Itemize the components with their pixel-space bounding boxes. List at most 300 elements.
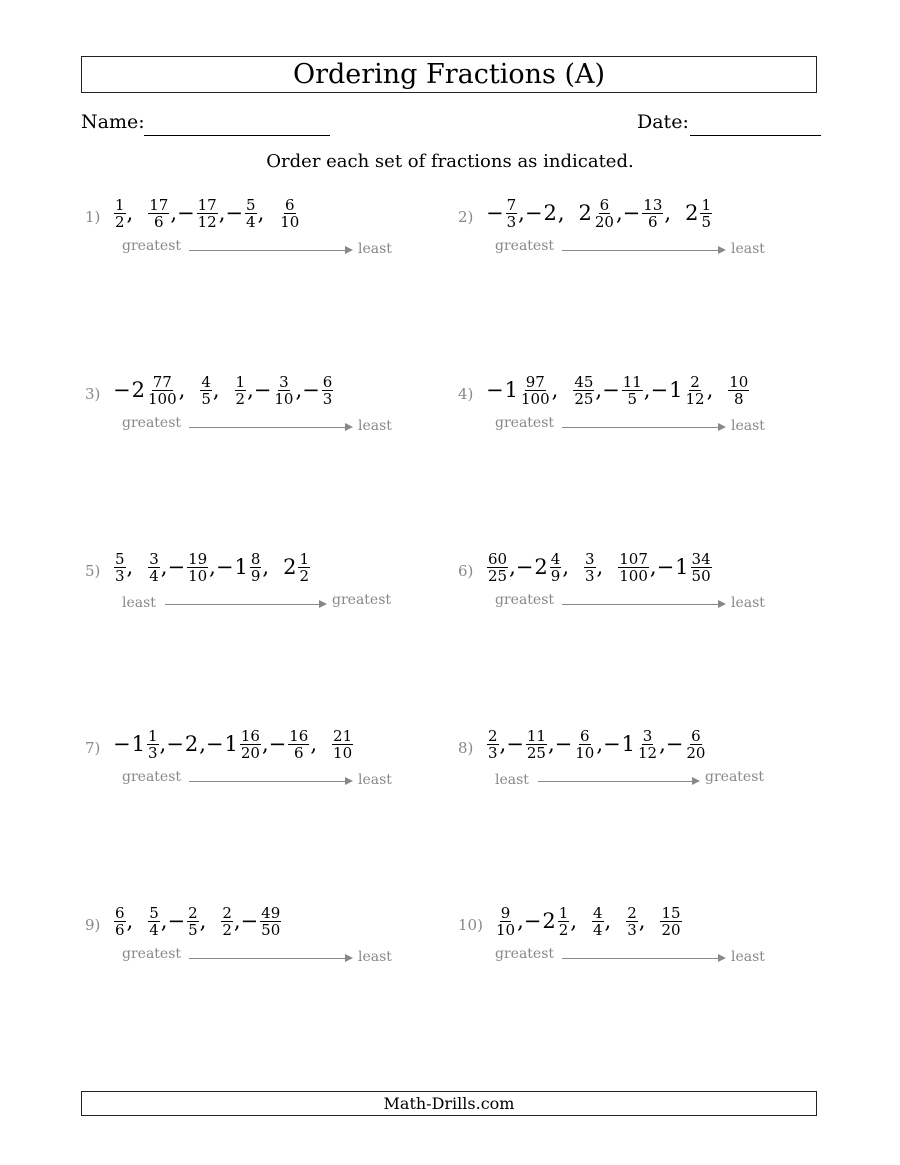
sign: − [166,732,184,756]
denominator: 2 [558,920,569,939]
fraction [526,728,547,761]
direction-end: least [731,418,765,434]
fraction-term [666,728,708,761]
problem-item [458,188,818,258]
denominator: 6 [648,212,658,231]
direction-arrow [562,604,724,605]
numerator: 2 [222,903,232,922]
fraction [660,905,681,938]
problem-item [458,719,818,789]
direction-arrow [562,427,724,428]
numerator: 3 [642,726,653,745]
comma: , [562,555,569,579]
denominator: 4 [149,566,159,585]
denominator: 2 [115,212,125,231]
fraction-term [147,551,167,584]
denominator: 12 [638,743,658,762]
fraction [637,728,658,761]
fraction-term [302,374,334,407]
denominator: 10 [280,212,300,231]
numerator: 97 [525,372,545,391]
fraction [487,551,508,584]
fraction [245,197,257,230]
comma: , [126,909,134,933]
comma: , [310,732,318,756]
numerator: 2 [690,372,700,391]
whole-number: 2 [542,909,556,933]
numerator: 2 [188,903,198,922]
fraction [148,905,160,938]
fraction [728,374,749,407]
denominator: 100 [147,389,177,408]
fraction-term [147,905,167,938]
denominator: 4 [593,920,603,939]
comma: , [209,555,216,579]
sign: − [113,732,131,756]
fraction-term [685,197,713,230]
fraction [200,374,212,407]
fraction-term [113,905,133,938]
fraction-set [486,542,713,592]
denominator: 25 [488,566,508,585]
numerator: 11 [526,726,546,745]
numerator: 2 [488,726,498,745]
denominator: 20 [240,743,260,762]
fraction-term [241,905,283,938]
comma: , [604,909,612,933]
fraction [626,905,638,938]
date-line[interactable] [690,135,821,136]
direction-start: greatest [122,415,182,431]
sign: − [268,732,287,756]
denominator: 20 [661,920,681,939]
denominator: 8 [734,389,744,408]
sign: − [515,555,534,579]
fraction-term [113,374,185,407]
fraction [691,551,712,584]
fraction-term [486,374,558,407]
problem-item [458,365,818,435]
comma: , [518,201,525,225]
comma: , [659,732,666,756]
direction-arrow [189,250,351,251]
numerator: 34 [691,549,711,568]
denominator: 5 [188,920,198,939]
fraction-term [147,197,177,230]
sign: − [167,555,186,579]
direction-start: greatest [495,592,555,608]
fraction-term [617,551,656,584]
fraction [322,374,334,407]
comma: , [218,201,226,225]
sign: − [225,201,244,225]
direction-arrow [562,250,724,251]
numerator: 1 [558,903,569,922]
direction-arrow [189,781,351,782]
fraction [594,197,615,230]
fraction-term [494,905,524,938]
denominator: 50 [691,566,711,585]
numerator: 21 [333,726,353,745]
direction-arrow [165,604,325,605]
numerator: 13 [643,195,663,214]
denominator: 5 [701,212,711,231]
comma: , [596,732,604,756]
fraction-term [555,728,603,761]
fraction [288,728,309,761]
numerator: 77 [152,372,172,391]
fraction-term [583,551,603,584]
problem-item [85,896,445,966]
problem-item [85,719,445,789]
denominator: 3 [322,389,333,408]
fraction [495,905,516,938]
fraction [147,374,178,407]
problem-number: 2) [458,208,474,226]
numerator: 6 [599,195,610,214]
fraction [240,728,261,761]
fraction-term [216,551,269,584]
fraction-term [657,551,713,584]
comma: , [551,378,559,402]
name-label: Name: [81,111,145,133]
fraction [250,551,262,584]
denominator: 5 [627,389,638,408]
direction-arrow [189,427,351,428]
problem-item [85,188,445,258]
problem-number: 8) [458,739,474,757]
comma: , [199,909,207,933]
comma: , [706,378,714,402]
direction-start: greatest [495,415,555,431]
fraction [197,197,218,230]
fraction-term [591,905,611,938]
denominator: 2 [222,920,232,939]
comma: , [247,378,254,402]
whole-number: 1 [234,555,248,579]
fraction-term [525,201,565,225]
comma: , [233,909,241,933]
fraction-term [623,197,671,230]
fraction [642,197,663,230]
numerator: 3 [585,549,595,568]
numerator: 19 [188,549,208,568]
numerator: 1 [701,195,711,214]
fraction-term [659,905,682,938]
denominator: 20 [594,212,614,231]
direction-end: least [731,241,765,257]
problem-number: 10) [458,916,483,934]
fraction-set [113,365,334,415]
direction-end: least [731,595,765,611]
fraction-term [650,374,713,407]
direction-end: least [358,949,392,965]
denominator: 2 [299,566,309,585]
numerator: 8 [250,549,261,568]
comma: , [615,201,623,225]
comma: , [596,555,604,579]
numerator: 16 [289,726,309,745]
comma: , [517,909,524,933]
fraction [700,197,712,230]
whole-number: 2 [283,555,297,579]
denominator: 2 [235,389,246,408]
denominator: 6 [154,212,164,231]
denominator: 4 [246,212,256,231]
fraction [487,728,499,761]
denominator: 3 [506,212,517,231]
fraction-term [283,551,311,584]
numerator: 17 [149,195,169,214]
direction-start: greatest [122,238,182,254]
sign: − [302,378,320,402]
problem-item [458,896,818,966]
sign: − [486,378,504,402]
fraction [114,197,126,230]
worksheet-title: Ordering Fractions (A) [81,56,817,93]
fraction [148,551,160,584]
direction-arrow [562,958,724,959]
fraction [332,728,353,761]
fraction [520,374,551,407]
fraction-set [494,896,683,946]
fraction [273,374,294,407]
denominator: 6 [115,920,125,939]
numerator: 49 [261,903,281,922]
numerator: 5 [246,195,256,214]
fraction [558,905,570,938]
whole-number: 1 [675,555,689,579]
numerator: 6 [115,903,125,922]
fraction-set [113,719,354,769]
numerator: 6 [285,195,295,214]
numerator: 45 [574,372,594,391]
fraction [685,728,706,761]
fraction-term [113,551,133,584]
fraction-term [225,197,264,230]
direction-end: greatest [705,769,765,785]
sign: − [113,378,131,402]
comma: , [664,201,672,225]
direction-start: greatest [495,238,555,254]
denominator: 10 [274,389,294,408]
direction-arrow [189,958,351,959]
fraction-term [524,905,577,938]
fraction-set [486,188,713,238]
comma: , [212,378,220,402]
sign: − [602,378,620,402]
comma: , [595,378,603,402]
fraction [235,374,247,407]
numerator: 1 [115,195,125,214]
denominator: 50 [261,920,281,939]
problem-number: 4) [458,385,474,403]
sign: − [603,732,621,756]
problem-number: 5) [85,562,101,580]
numerator: 107 [619,549,648,568]
fraction-term [572,374,602,407]
denominator: 9 [250,566,261,585]
comma: , [570,909,577,933]
fraction [187,551,208,584]
direction-start: least [495,772,529,788]
whole-number: 2 [184,732,199,756]
denominator: 6 [294,743,304,762]
whole-number: 1 [224,732,238,756]
fraction [574,728,595,761]
denominator: 20 [686,743,706,762]
comma: , [261,732,269,756]
problem-number: 9) [85,916,101,934]
comma: , [170,201,178,225]
numerator: 2 [627,903,637,922]
fraction-term [579,197,623,230]
fraction-term [516,551,569,584]
fraction-term [167,905,206,938]
comma: , [547,732,555,756]
numerator: 17 [197,195,217,214]
denominator: 10 [188,566,208,585]
footer: Math-Drills.com [81,1091,817,1116]
fraction-term [486,197,525,230]
fraction-term [166,732,206,756]
problem-item [85,542,445,612]
sign: − [622,201,641,225]
fraction [298,551,310,584]
problem-number: 1) [85,208,101,226]
sign: − [665,732,684,756]
fraction-term [625,905,645,938]
denominator: 12 [197,212,217,231]
comma: , [160,555,168,579]
fraction-term [167,551,215,584]
numerator: 5 [149,903,159,922]
denominator: 3 [585,566,595,585]
denominator: 10 [496,920,516,939]
comma: , [638,909,646,933]
numerator: 1 [299,549,309,568]
fraction [221,905,233,938]
sign: − [177,201,195,225]
numerator: 9 [500,903,511,922]
sign: − [240,909,259,933]
numerator: 6 [580,726,590,745]
sign: − [523,909,542,933]
comma: , [160,909,168,933]
fraction [148,197,169,230]
numerator: 15 [661,903,681,922]
direction-end: greatest [332,592,392,608]
fraction-term [727,374,750,407]
fraction [573,374,594,407]
fraction-term [278,197,301,230]
denominator: 100 [520,389,550,408]
denominator: 25 [574,389,594,408]
numerator: 3 [279,372,289,391]
name-line[interactable] [144,135,330,136]
fraction-term [603,728,666,761]
whole-number: 1 [621,732,635,756]
denominator: 3 [115,566,125,585]
whole-number: 2 [534,555,548,579]
direction-end: least [731,949,765,965]
fraction-set [486,365,750,415]
direction-end: least [358,241,392,257]
numerator: 1 [147,726,158,745]
denominator: 5 [201,389,211,408]
comma: , [178,378,186,402]
fraction-term [206,728,269,761]
numerator: 7 [506,195,517,214]
sign: − [253,378,272,402]
numerator: 6 [322,372,333,391]
fraction-term [269,728,317,761]
whole-number: 1 [504,378,518,402]
comma: , [643,378,651,402]
comma: , [295,378,303,402]
denominator: 12 [685,389,705,408]
sign: − [656,555,675,579]
fraction [114,905,126,938]
direction-end: least [358,418,392,434]
fraction-term [113,197,133,230]
comma: , [257,201,265,225]
fraction [684,374,705,407]
problem-number: 6) [458,562,474,580]
direction-start: least [122,595,156,611]
problem-item [458,542,818,612]
fraction-term [234,374,254,407]
fraction [622,374,643,407]
comma: , [126,201,134,225]
fraction-set [486,719,707,769]
fraction-term [486,728,506,761]
denominator: 4 [149,920,159,939]
whole-number: 2 [578,201,592,225]
sign: − [650,378,669,402]
date-label: Date: [637,111,689,133]
problem-item [85,365,445,435]
direction-start: greatest [122,769,182,785]
fraction-set [113,896,282,946]
comma: , [499,732,507,756]
direction-end: least [358,772,392,788]
denominator: 3 [147,743,158,762]
denominator: 3 [488,743,498,762]
fraction [147,728,159,761]
fraction [114,551,126,584]
comma: , [126,555,134,579]
numerator: 11 [622,372,642,391]
denominator: 10 [575,743,595,762]
comma: , [262,555,270,579]
numerator: 1 [235,372,246,391]
denominator: 9 [550,566,561,585]
problem-number: 7) [85,739,101,757]
whole-number: 1 [131,732,145,756]
fraction-term [331,728,354,761]
fraction-term [254,374,302,407]
whole-number: 1 [669,378,683,402]
fraction [260,905,281,938]
numerator: 60 [488,549,508,568]
fraction [592,905,604,938]
fraction-term [113,728,166,761]
comma: , [557,201,565,225]
problem-number: 3) [85,385,101,403]
numerator: 5 [115,549,125,568]
sign: − [167,909,186,933]
